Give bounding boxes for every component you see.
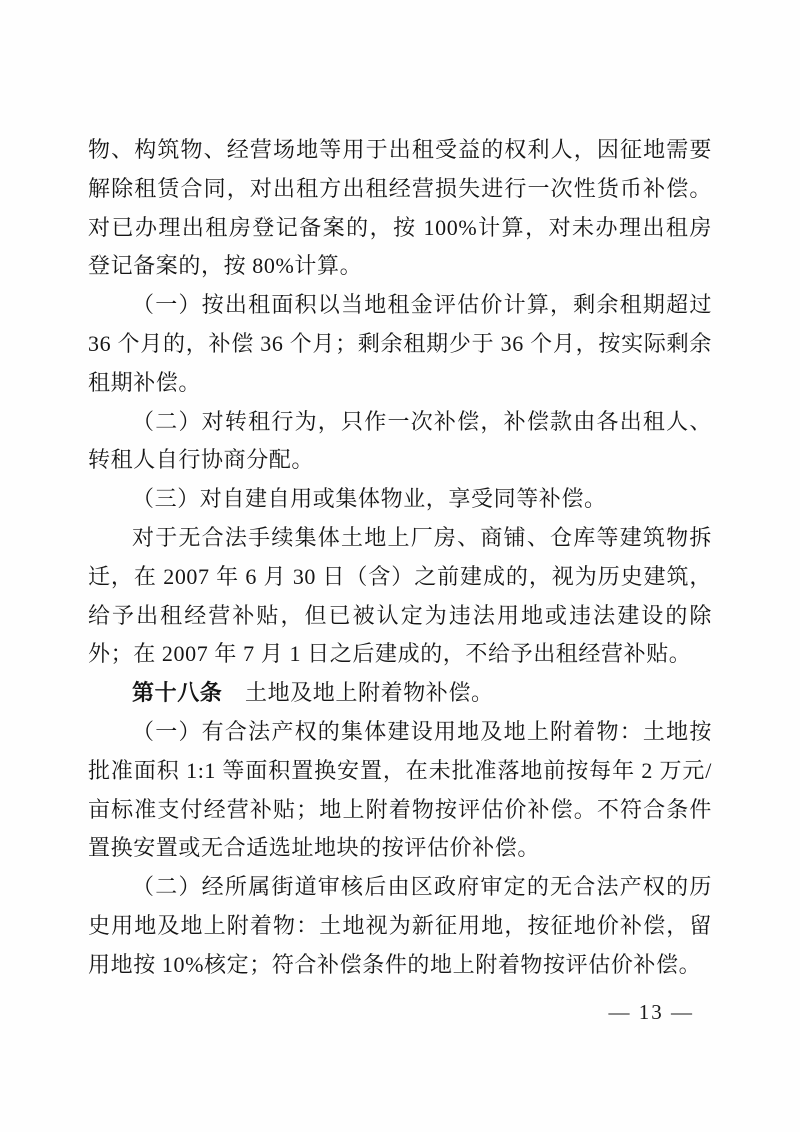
body-paragraph-item-2: （二）对转租行为，只作一次补偿，补偿款由各出租人、转租人自行协商分配。 — [88, 408, 712, 473]
document-body — [88, 131, 712, 985]
article-number: 第十八条 — [132, 680, 223, 706]
article-title: 土地及地上附着物补偿。 — [222, 680, 494, 706]
body-paragraph-article18-item-2: （二）经所属街道审核后由区政府审定的无合法产权的历史用地及地上附着物：土地视为新征用地，按征地价补偿，留用地按 10%核定；符合补偿条件的地上附着物按评估价补偿。 — [88, 874, 712, 977]
body-paragraph-item-1: （一）按出租面积以当地租金评估价计算，剩余租期超过 36 个月的，补偿 36 个月；剩余租期少于 36 个月，按实际剩余租期补偿。 — [88, 292, 712, 395]
body-paragraph-continuation: 物、构筑物、经营场地等用于出租受益的权利人，因征地需要解除租赁合同，对出租方出租经营损失进行一次性货币补偿。对已办理出租房登记备案的，按 100%计算，对未办理出租房登记备案的，按 80%计算。 — [88, 137, 712, 279]
page-number: — 13 — — [608, 1000, 694, 1024]
body-paragraph-historic-buildings: 对于无合法手续集体土地上厂房、商铺、仓库等建筑物拆迁，在 2007 年 6 月 30 日（含）之前建成的，视为历史建筑，给予出租经营补贴，但已被认定为违法用地或违法建设的除外；在 2007 年 7 月 1 日之后建成的，不给予出租经营补贴。 — [88, 524, 712, 667]
body-paragraph-article18-item-1: （一）有合法产权的集体建设用地及地上附着物：土地按批准面积 1:1 等面积置换安置，在未批准落地前按每年 2 万元/亩标准支付经营补贴；地上附着物按评估价补偿。不符合条件置换安置或无合适选址地块的按评估价补偿。 — [88, 718, 712, 861]
body-paragraph-item-3: （三）对自建自用或集体物业，享受同等补偿。 — [132, 486, 607, 512]
article-18-heading — [88, 674, 712, 713]
